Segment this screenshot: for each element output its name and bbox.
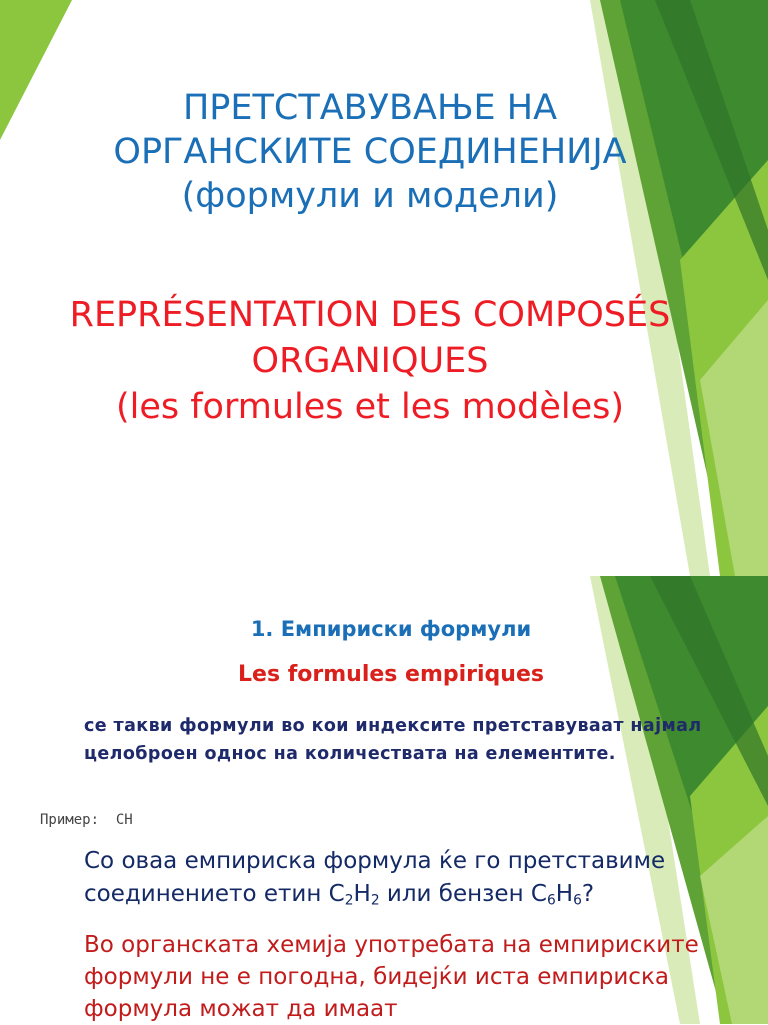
- section-heading-macedonian: 1. Емпириски формули: [250, 617, 532, 641]
- subscript: 6: [573, 892, 582, 909]
- title-macedonian: [0, 86, 740, 218]
- section-heading-french: Les formules empiriques: [238, 662, 544, 687]
- subscript: 6: [546, 892, 556, 909]
- question-text-part: Со оваа емпириска формула ќе го претставиме соединението етин C: [84, 848, 666, 907]
- question-text-part: ?: [581, 881, 595, 907]
- title-mk-line-1: ПРЕТСТАВУВАЊЕ НА: [182, 88, 558, 128]
- example-text: Пример: CH: [40, 812, 133, 828]
- definition-text: се такви формули во кои индексите претставуваат најмал целоброен однос на количествата на елементите.: [84, 716, 702, 764]
- title-french: [0, 292, 740, 430]
- title-fr-line-1: REPRÉSENTATION DES COMPOSÉS: [69, 295, 671, 335]
- subscript: 2: [370, 892, 380, 909]
- note-text: Во органската хемија употребата на емпириските формули не е погодна, бидејќи иста емпириска формула можат да имаат: [84, 932, 699, 1022]
- question-text: [84, 845, 764, 917]
- question-text-part: H: [555, 881, 574, 907]
- title-fr-line-3: (les formules et les modèles): [115, 387, 625, 427]
- subscript: 2: [344, 892, 354, 909]
- question-text-part: H: [353, 881, 371, 907]
- title-fr-line-2: ORGANIQUES: [251, 341, 489, 381]
- title-mk-line-3: (формули и модели): [181, 176, 559, 216]
- question-text-part: или бензен C: [379, 881, 547, 907]
- title-mk-line-2: ОРГАНСКИТЕ СОЕДИНЕНИЈА: [113, 132, 627, 172]
